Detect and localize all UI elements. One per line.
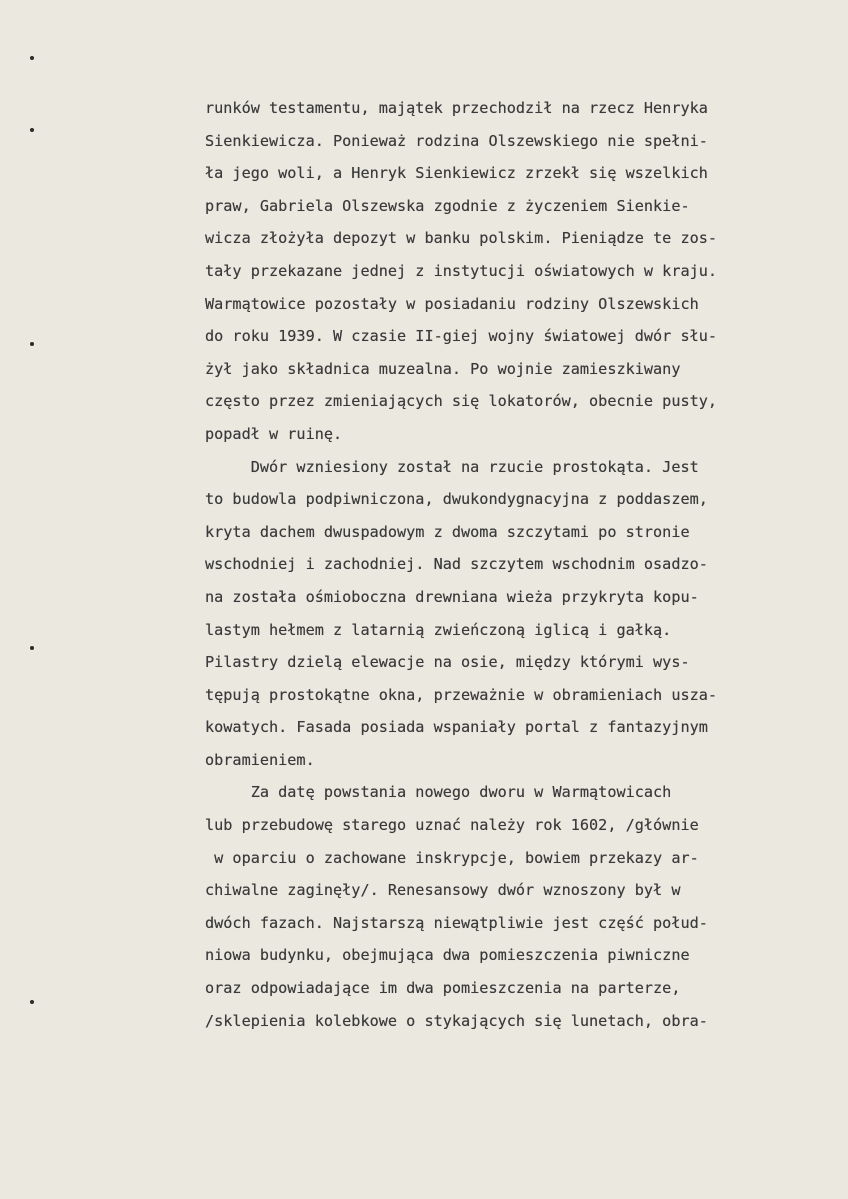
text-line: na została ośmioboczna drewniana wieża przykryta kopu- [205,587,699,606]
binder-hole [30,342,34,346]
text-line: Sienkiewicza. Ponieważ rodzina Olszewskiego nie spełni- [205,131,708,150]
text-line: wschodniej i zachodniej. Nad szczytem wschodnim osadzo- [205,555,708,574]
text-line: do roku 1939. W czasie II-giej wojny światowej dwór słu- [205,327,718,346]
text-line: popadł w ruinę. [205,424,343,443]
text-line: kryta dachem dwuspadowym z dwoma szczytami po stronie [205,522,690,541]
binder-hole [30,1000,34,1004]
text-line: Warmątowice pozostały w posiadaniu rodziny Olszewskich [205,294,699,313]
text-line: niowa budynku, obejmująca dwa pomieszczenia piwniczne [205,946,690,965]
binder-hole [30,56,34,60]
text-line: żył jako składnica muzealna. Po wojnie zamieszkiwany [205,359,681,378]
text-line: Za datę powstania nowego dworu w Warmątowicach [205,783,672,802]
text-line: oraz odpowiadające im dwa pomieszczenia na parterze, [205,979,681,998]
text-line: Pilastry dzielą elewacje na osie, między którymi wys- [205,653,690,672]
text-line: tępują prostokątne okna, przeważnie w obramieniach uszа- [205,685,718,704]
text-line: obramieniem. [205,750,315,769]
text-line: praw, Gabriela Olszewska zgodnie z życzeniem Sienkie- [205,196,690,215]
text-line: kowatych. Fasada posiada wspaniały portal z fantazyjnym [205,718,708,737]
text-line: ła jego woli, a Henryk Sienkiewicz zrzekł się wszelkich [205,164,708,183]
text-line: Dwór wzniesiony został na rzucie prostokąta. Jest [205,457,699,476]
text-line: często przez zmieniających się lokatorów, obecnie pusty, [205,392,718,411]
text-line: w oparciu o zachowane inskrypcje, bowiem przekazy ar- [205,848,699,867]
text-line: runków testamentu, majątek przechodził na rzecz Henryka [205,99,708,117]
binder-hole [30,128,34,132]
text-line: lastym hełmem z latarnią zwieńczoną iglicą i gałką. [205,620,672,639]
text-line: /sklepienia kolebkowe o stykających się lunetach, obra- [205,1011,708,1030]
text-line: tały przekazane jednej z instytucji oświatowych w kraju. [205,261,718,280]
binder-hole [30,646,34,650]
text-line: wicza złożyła depozyt w banku polskim. Pieniądze te zos- [205,229,718,248]
text-line: lub przebudowę starego uznać należy rok 1602, /głównie [205,816,699,835]
text-line: chiwalne zaginęły/. Renesansowy dwór wznoszony był w [205,881,681,900]
typewritten-text [205,92,815,1037]
text-line: to budowla podpiwniczona, dwukondygnacyjna z poddaszem, [205,490,708,509]
text-line: dwóch fazach. Najstarszą niewątpliwie jest część połud- [205,913,708,932]
